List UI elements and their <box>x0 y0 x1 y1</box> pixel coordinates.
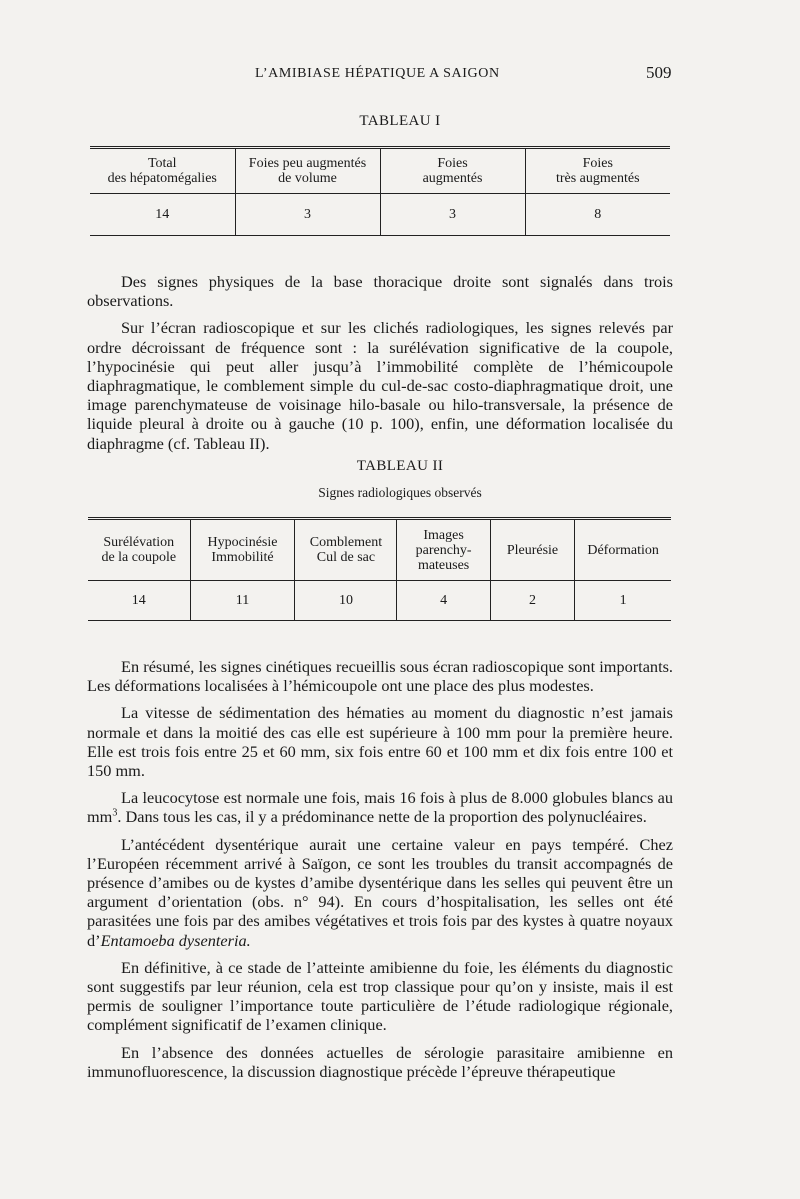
table2-cell: 4 <box>397 581 490 621</box>
table1-header-cell: Total des hépatomégalies <box>90 148 235 194</box>
table2-cell: 11 <box>190 581 295 621</box>
table1-header-cell: Foies augmentés <box>380 148 525 194</box>
table2-header-cell: Images parenchy- mateuses <box>397 519 490 581</box>
table1-cell: 14 <box>155 206 170 222</box>
table1-header-cell: Foies très augmentés <box>525 148 670 194</box>
body-section-1 <box>87 272 673 453</box>
table1 <box>90 146 670 236</box>
species-name: Entamoeba dysenteria. <box>100 930 251 950</box>
table2-cell: 1 <box>575 581 671 621</box>
table1-cell: 3 <box>380 194 525 236</box>
paragraph: L’antécédent dysentérique aurait une certaine valeur en pays tempéré. Chez l’Européen récemment arrivé à Saïgon, ce sont les troubles du transit accompagnés de présence d’amibes ou de kystes d’amibe dysentérique dans les selles qui peuvent être un argument d’orientation (obs. n° 94). En cours d’hospitalisation, les selles ont été parasitées une fois par des amibes végétatives et trois fois par des kystes à quatre noyaux d’Entamoeba dysenteria. <box>87 834 673 950</box>
table1-header-row <box>90 148 670 194</box>
table2-cell: 14 <box>131 592 146 608</box>
table2-subtitle: Signes radiologiques observés <box>318 485 482 500</box>
running-title: L’AMIBIASE HÉPATIQUE A SAIGON <box>255 66 500 81</box>
paragraph: En résumé, les signes cinétiques recueillis sous écran radioscopique sont importants. Les déformations localisées à l’hémicoupole ont une place des plus modestes. <box>87 657 673 696</box>
table-row <box>90 194 670 236</box>
table2-header-cell: Surélévation de la coupole <box>88 519 190 581</box>
table2-title: TABLEAU II <box>356 458 444 474</box>
table2 <box>88 517 671 621</box>
table2-header-cell: Déformation <box>575 519 671 581</box>
table2-cell: 10 <box>295 581 397 621</box>
table-row <box>88 581 671 621</box>
table1-cell: 3 <box>235 194 380 236</box>
paragraph: La leucocytose est normale une fois, mais 16 fois à plus de 8.000 globules blancs au $mm^3$. Dans tous les cas, il y a prédominance nette de la proportion des polynucléaires. <box>87 788 673 827</box>
paragraph: La vitesse de sédimentation des hématies au moment du diagnostic n’est jamais normale et dans la moitié des cas elle est supérieure à 100 mm pour la première heure. Elle est trois fois entre 25 et 60 mm, six fois entre 60 et 100 mm et dix fois entre 100 et 150 mm. <box>87 703 673 781</box>
paragraph: Des signes physiques de la base thoracique droite sont signalés dans trois observations. <box>87 272 673 311</box>
superscript: 3 <box>112 808 118 819</box>
page-number: 509 <box>646 63 672 82</box>
paragraph: En l’absence des données actuelles de sérologie parasitaire amibienne en immunofluorescence, la discussion diagnostique précède l’épreuve thérapeutique <box>87 1042 673 1081</box>
body-section-2 <box>87 657 673 1081</box>
table2-cell: 2 <box>490 581 575 621</box>
table1-cell: 8 <box>525 194 670 236</box>
table2-header-cell: Comblement Cul de sac <box>295 519 397 581</box>
paragraph: En définitive, à ce stade de l’atteinte amibienne du foie, les éléments du diagnostic sont suggestifs par leur réunion, cela est trop classique pour qu’on y insiste, mais il est permis de souligner l’importance toute particulière de l’étude radiologique régionale, complément significatif de l’examen clinique. <box>87 957 673 1035</box>
paragraph: Sur l’écran radioscopique et sur les clichés radiologiques, les signes relevés par ordre décroissant de fréquence sont : la surélévation significative de la coupole, l’hypocinésie qui peut aller jusqu’à l’immobilité complète de l’hémicoupole diaphragmatique, le comblement simple du cul-de-sac costo-diaphragmatique droit, une image parenchymateuse de voisinage hilo-basale ou hilo-transversale, la présence de liquide pleural à droite ou à gauche (10 p. 100), enfin, une déformation localisée du diaphragme (cf. Tableau II). <box>87 318 673 453</box>
table2-header-cell: Pleurésie <box>490 519 575 581</box>
table1-header-cell: Foies peu augmentés de volume <box>235 148 380 194</box>
table1-title: TABLEAU I <box>359 113 441 129</box>
table2-header-cell: Hypocinésie Immobilité <box>190 519 295 581</box>
table2-header-row <box>88 519 671 581</box>
